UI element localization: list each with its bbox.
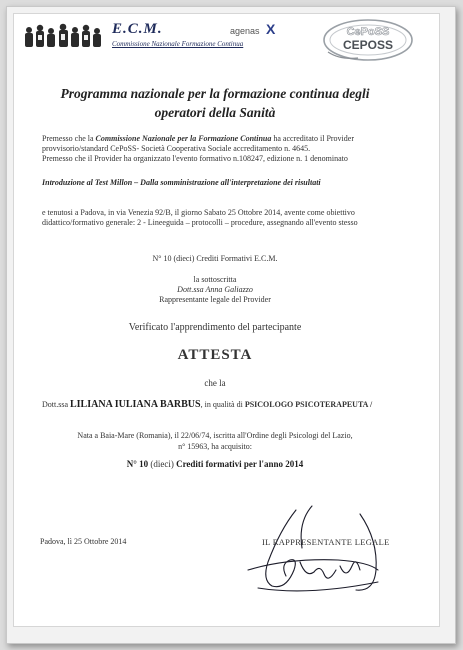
ceposs-logo-text: CEPOSS	[342, 38, 394, 52]
birth-line2: n° 15963, ha acquisito:	[178, 442, 252, 451]
participant-title: Dott.ssa	[42, 400, 70, 409]
agenas-logo-mark: X	[266, 21, 276, 37]
birth-registration	[20, 430, 410, 452]
svg-text:CePoSS: CePoSS	[346, 26, 390, 38]
document-title-line2: operatori della Sanità	[154, 105, 276, 120]
participant-line	[42, 399, 418, 410]
ceposs-logo	[310, 12, 420, 64]
agenas-logo: agenas	[230, 26, 260, 36]
handwritten-signature	[228, 500, 398, 600]
signer-name: Dott.ssa Anna Galiazzo	[177, 285, 253, 294]
signer-role: Rappresentante legale del Provider	[159, 295, 271, 304]
premesso2-text: Premesso che il Provider ha organizzato l'evento formativo n.108247, edizione n. 1 denominato	[42, 154, 348, 163]
premesso-paragraph	[42, 134, 410, 164]
ecm-logo-subtitle: Commissione Nazionale Formazione Continua	[112, 40, 244, 48]
participant-qualita: , in qualità di	[200, 400, 245, 409]
ecm-logo-title: E.C.M.	[112, 21, 163, 37]
acquired-prefix: N° 10	[126, 459, 151, 469]
acquired-credits	[20, 459, 410, 469]
acquired-dieci: (dieci)	[150, 459, 174, 469]
participant-role: PSICOLOGO PSICOTERAPEUTA /	[244, 400, 373, 409]
event-title: Introduzione al Test Millon – Dalla somministrazione all'interpretazione dei risultati	[42, 178, 321, 187]
commission-name: Commissione Nazionale per la Formazione Continua	[95, 134, 272, 143]
acquired-rest: Crediti formativi per l'anno 2014	[173, 459, 304, 469]
premesso1-intro: Premesso che la	[42, 134, 96, 143]
participant-name: LILIANA IULIANA BARBUS	[70, 399, 201, 410]
credits-assigned: N° 10 (dieci) Crediti Formativi E.C.M.	[152, 254, 278, 263]
premesso1-rest: ha accreditato il Provider provvisorio/standard CePoSS- Società Cooperativa Sociale accreditamento n. 4645.	[42, 134, 354, 153]
ecm-people-logo	[23, 22, 103, 48]
document-title-line1: Programma nazionale per la formazione continua degli	[60, 86, 370, 101]
birth-line1: Nata a Baia-Mare (Romania), il 22/06/74, iscritta all'Ordine degli Psicologi del Lazio,	[77, 431, 353, 440]
place-date: Padova, lì 25 Ottobre 2014	[40, 537, 127, 546]
legal-representative-label: IL RAPPRESENTANTE LEGALE	[262, 537, 390, 547]
che-la-text: che la	[204, 378, 226, 388]
attesta-heading: ATTESTA	[177, 347, 253, 363]
sottoscritta-label: la sottoscritta	[193, 275, 237, 284]
verification-text: Verificato l'apprendimento del partecipante	[128, 322, 302, 333]
event-details: e tenutosi a Padova, in via Venezia 92/B, il giorno Sabato 25 Ottobre 2014, avente come obiettivo didattico/formativo generale: 2 - Lineeguida – protocolli – procedure, assegnando all'evento stesso	[42, 208, 358, 227]
document-title	[20, 84, 410, 122]
